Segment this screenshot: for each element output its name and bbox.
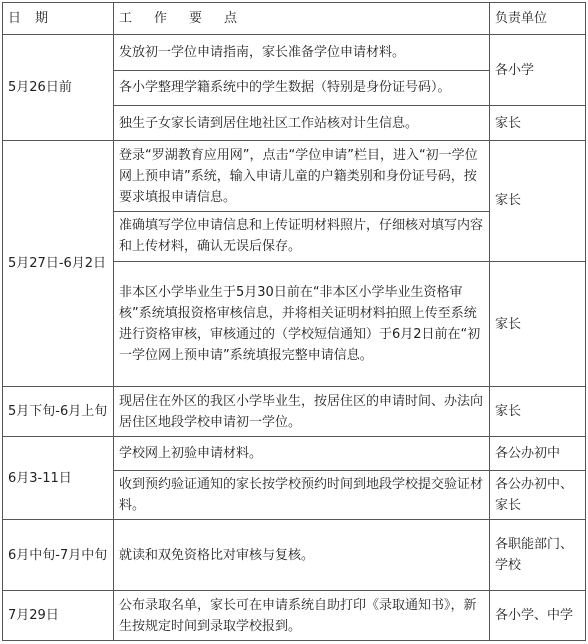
table-row (3, 437, 586, 470)
date-cell: 5月26日前 (3, 35, 114, 141)
schedule-table (2, 2, 586, 641)
desc-cell: 发放初一学位申请指南，家长准备学位申请材料。 (114, 35, 490, 70)
header-row (3, 3, 586, 35)
table-row (3, 591, 586, 641)
table-row (3, 35, 586, 70)
date-cell: 6月3-11日 (3, 437, 114, 520)
desc-cell: 非本区小学毕业生于5月30日前在“非本区小学毕业生资格审核”系统填报资格审核信息，并将相关证明材料拍照上传至系统进行资格审核，审核通过的（学校短信通知）于6月2日前在“初一学位网上预申请”系统填报完整申请信息。 (114, 261, 490, 387)
date-cell: 7月29日 (3, 591, 114, 641)
header-work: 工作要点 (114, 3, 490, 35)
unit-cell: 家长 (490, 141, 586, 262)
unit-cell: 各小学 (490, 35, 586, 106)
date-cell: 5月27日-6月2日 (3, 141, 114, 387)
table-row (3, 520, 586, 591)
desc-cell: 公布录取名单，家长可在申请系统自助打印《录取通知书》，新生按规定时间到录取学校报到。 (114, 591, 490, 641)
desc-cell: 准确填写学位申请信息和上传证明材料照片，仔细核对填写内容和上传材料，确认无误后保存。 (114, 211, 490, 261)
desc-cell: 学校网上初验申请材料。 (114, 437, 490, 470)
unit-cell: 各公办初中 (490, 437, 586, 470)
unit-cell: 家长 (490, 261, 586, 387)
table-row (3, 141, 586, 212)
unit-cell: 各公办初中、家长 (490, 470, 586, 520)
unit-cell: 家长 (490, 105, 586, 140)
desc-cell: 各小学整理学籍系统中的学生数据（特别是身份证号码）。 (114, 70, 490, 105)
desc-cell: 收到预约验证通知的家长按学校预约时间到地段学校提交验证材料。 (114, 470, 490, 520)
desc-cell: 独生子女家长请到居住地社区工作站核对计生信息。 (114, 105, 490, 140)
desc-cell: 就读和双免资格比对审核与复核。 (114, 520, 490, 591)
date-cell: 6月中旬-7月中旬 (3, 520, 114, 591)
desc-cell: 登录“罗湖教育应用网”，点击“学位申请”栏目，进入“初一学位网上预申请”系统，输入申请儿童的户籍类别和身份证号码，按要求填报申请信息。 (114, 141, 490, 212)
header-unit: 负责单位 (490, 3, 586, 35)
table-row (3, 387, 586, 437)
unit-cell: 家长 (490, 387, 586, 437)
unit-cell: 各小学、中学 (490, 591, 586, 641)
unit-cell: 各职能部门、学校 (490, 520, 586, 591)
header-date: 日期 (3, 3, 114, 35)
date-cell: 5月下旬-6月上旬 (3, 387, 114, 437)
desc-cell: 现居住在外区的我区小学毕业生，按居住区的申请时间、办法向居住区地段学校申请初一学位。 (114, 387, 490, 437)
